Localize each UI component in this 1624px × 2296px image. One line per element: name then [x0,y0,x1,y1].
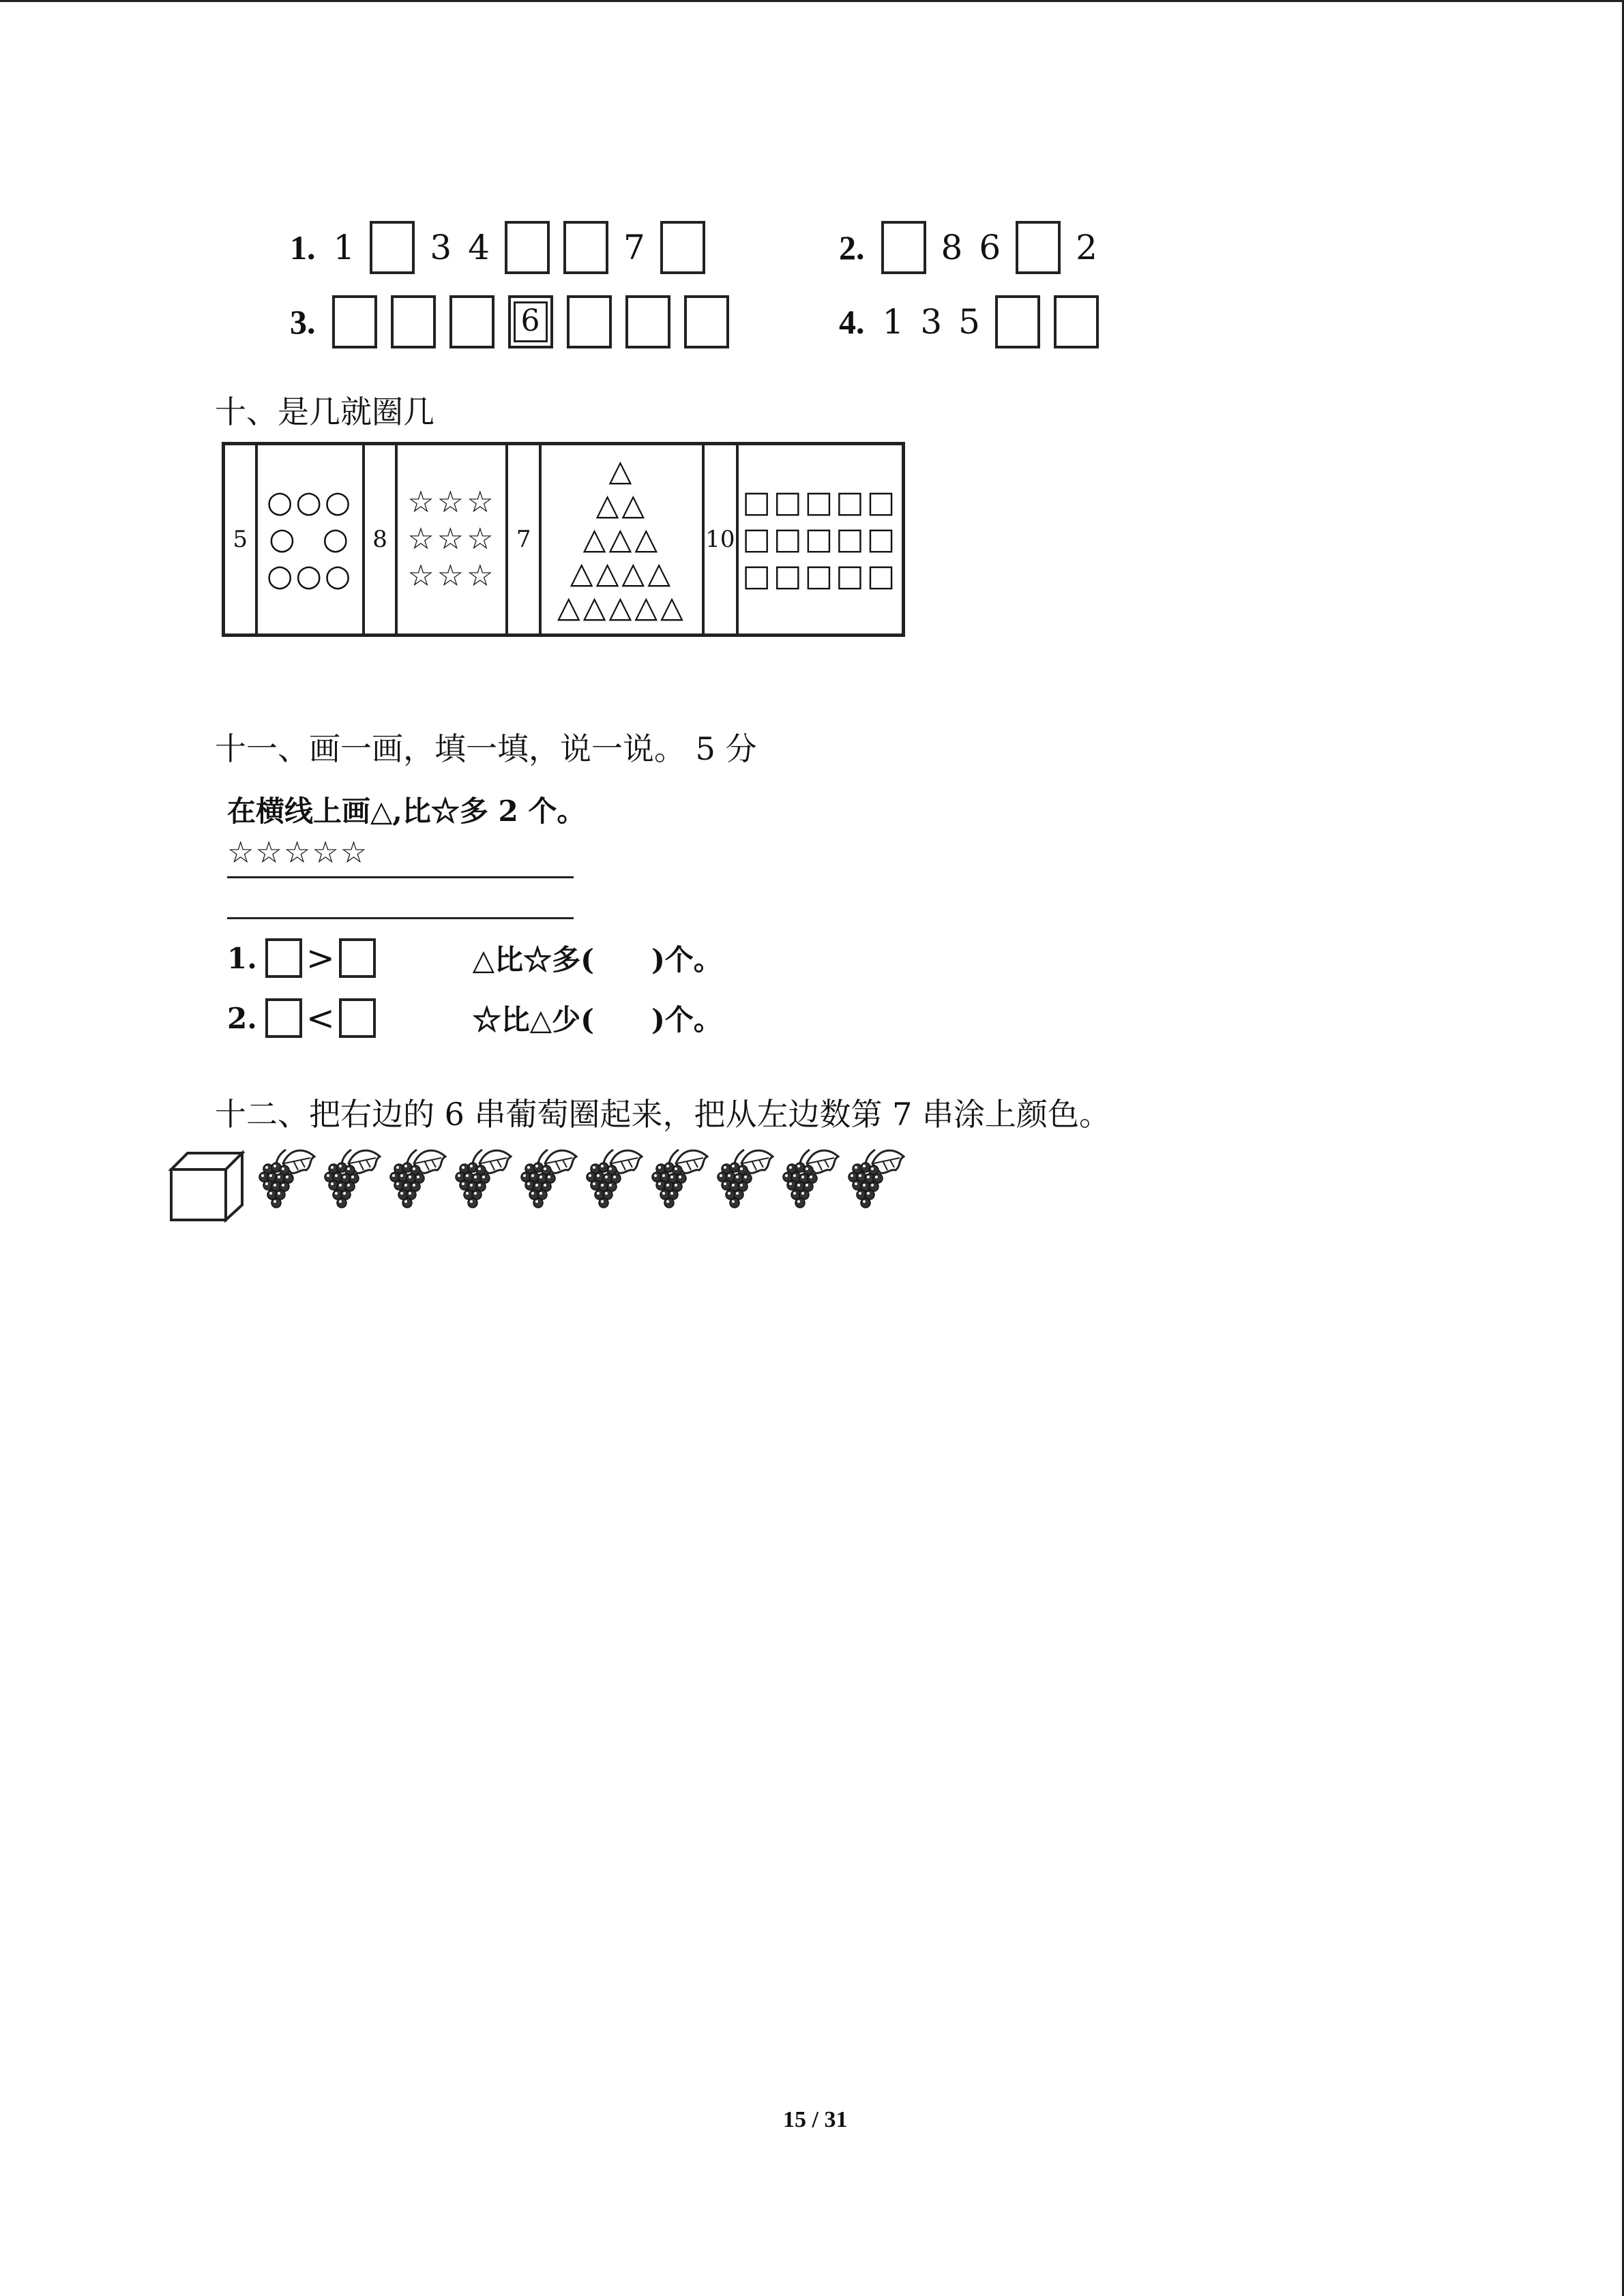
answer-box[interactable] [1054,295,1099,348]
grape-bunch-icon[interactable] [649,1143,709,1211]
stars-group: ☆☆☆ ☆☆☆ ☆☆☆ [407,485,497,593]
sequence-4 [839,291,1106,353]
circles-group: ○○○ ○ ○ ○○○ [267,485,354,593]
answer-box[interactable] [1016,221,1061,274]
count-5: 5 [224,444,257,636]
grape-bunch-icon[interactable] [518,1143,578,1211]
grape-bunch-icon[interactable] [583,1143,643,1211]
compare-1-label: 1. [227,941,257,975]
greater-than-sign: > [306,938,335,978]
sequence-number: 8 [941,228,963,267]
triangles-cell[interactable] [540,444,703,636]
sequence-3 [290,291,736,353]
answer-box-value: 6 [514,301,548,342]
count-7: 7 [507,444,540,636]
grape-row [256,1143,911,1211]
answer-box[interactable] [563,221,608,274]
grape-bunch-icon[interactable] [845,1143,905,1211]
answer-box[interactable] [660,221,705,274]
sequence-number: 4 [468,228,490,267]
squares-group: □□□□□ □□□□□ □□□□□ [742,485,898,593]
compare-2-label: 2. [227,1001,257,1035]
stars-cell[interactable] [396,444,507,636]
answer-box[interactable] [449,295,494,348]
answer-box[interactable] [505,221,550,274]
answer-box[interactable] [684,295,729,348]
compare-1-box-left[interactable] [265,938,302,978]
answer-box[interactable] [332,295,377,348]
answer-box[interactable] [995,295,1040,348]
cube-icon [167,1149,249,1223]
sequence-1 [290,217,712,278]
stars-line [227,876,574,878]
sequence-number: 7 [623,228,645,267]
section-12-title: 十二、把右边的 6 串葡萄圈起来，把从左边数第 7 串涂上颜色。 [215,1096,1111,1133]
page-number: 15 / 31 [783,2107,848,2132]
compare-1-box-right[interactable] [339,938,376,978]
compare-2-box-right[interactable] [339,998,376,1038]
sequence-label: 3. [290,303,316,341]
answer-box[interactable] [370,221,415,274]
section-10-title: 十、是几就圈几 [215,393,434,430]
compare-2-text: ☆比△少( )个。 [472,1003,722,1037]
compare-2 [227,994,722,1042]
grape-bunch-icon[interactable] [714,1143,774,1211]
compare-1 [227,934,722,982]
answer-box[interactable] [391,295,436,348]
compare-1-text: △比☆多( )个。 [472,943,722,976]
sequence-number: 5 [958,302,980,342]
section-11-instruction: 在横线上画△,比☆多 2 个。 [227,794,586,828]
grape-bunch-icon[interactable] [452,1143,512,1211]
sequence-number: 1 [333,228,355,267]
answer-box[interactable] [567,295,612,348]
less-than-sign: < [306,998,335,1038]
answer-box-filled [508,295,553,348]
triangles-draw-line[interactable] [227,917,574,919]
sequence-label: 2. [839,228,865,267]
compare-2-box-left[interactable] [265,998,302,1038]
sequence-label: 4. [839,303,865,341]
circles-cell[interactable] [256,444,363,636]
squares-cell[interactable] [737,444,904,636]
count-10: 10 [703,444,737,636]
answer-box[interactable] [881,221,926,274]
grape-bunch-icon[interactable] [321,1143,381,1211]
grape-bunch-icon[interactable] [780,1143,840,1211]
five-stars: ☆☆☆☆☆ [227,835,369,870]
page-top-border [0,0,1624,2]
sequence-label: 1. [290,228,316,267]
count-8: 8 [364,444,396,636]
sequence-number: 6 [979,228,1001,267]
circle-table [222,442,905,637]
sequence-number: 1 [882,302,904,342]
grape-bunch-icon[interactable] [256,1143,316,1211]
sequence-number: 3 [920,302,943,342]
answer-box[interactable] [625,295,670,348]
triangles-group: △ △△ △△△ △△△△ △△△△△ [557,453,687,625]
sequence-2 [839,217,1106,278]
grape-bunch-icon[interactable] [387,1143,447,1211]
sequence-number: 2 [1076,228,1097,267]
section-11-title: 十一、画一画，填一填，说一说。 5 分 [215,730,757,767]
sequence-number: 3 [430,228,452,267]
